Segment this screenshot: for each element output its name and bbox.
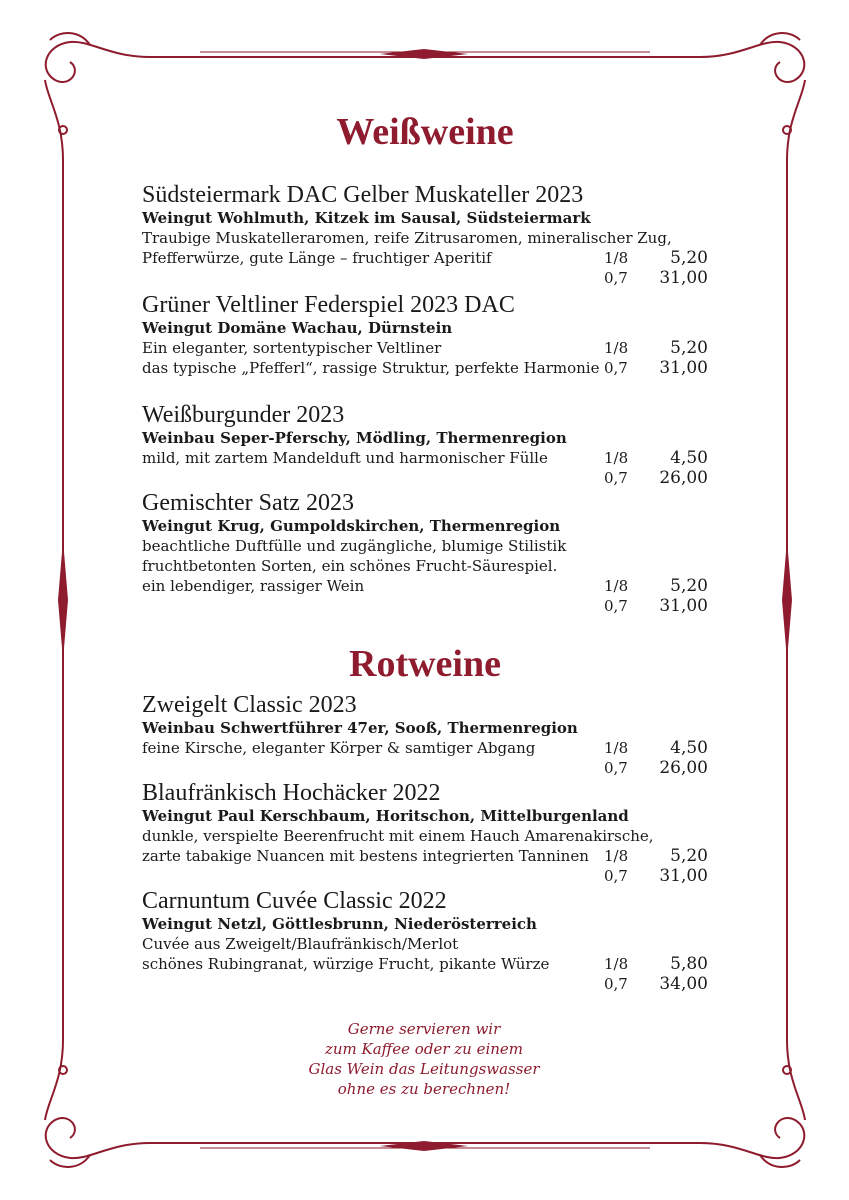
wine-row (142, 338, 708, 358)
price (650, 556, 708, 576)
wine-entry (142, 490, 708, 620)
price: 31,00 (659, 866, 708, 886)
wine-name: Carnuntum Cuvée Classic 2022 (142, 888, 447, 914)
wine-description: zarte tabakige Nuancen mit bestens integrierten Tanninen (142, 847, 589, 865)
note-line: zum Kaffee oder zu einem (324, 1040, 524, 1058)
section-title-red-wines: Rotweine (349, 643, 501, 685)
serving-size (672, 228, 688, 248)
wine-row (142, 556, 708, 576)
corner-flourish-top-left (45, 33, 150, 160)
wine-description (142, 974, 604, 994)
serving-size (604, 536, 650, 556)
price: 26,00 (659, 468, 708, 488)
wine-row (142, 448, 708, 468)
winery: Weingut Netzl, Göttlesbrunn, Niederösterreich (142, 915, 537, 933)
wine-row (142, 954, 708, 974)
serving-size: 0,7 (604, 469, 628, 487)
serving-size: 1/8 (604, 577, 629, 595)
wine-entry (142, 182, 708, 292)
section-title-white-wines: Weißweine (336, 111, 514, 153)
serving-size: 0,7 (604, 759, 628, 777)
wine-entry (142, 888, 708, 996)
wine-row (142, 974, 708, 994)
serving-size: 1/8 (604, 739, 629, 757)
wine-entry (142, 402, 708, 490)
note-line: ohne es zu berechnen! (337, 1080, 511, 1098)
price: 31,00 (659, 596, 708, 616)
price (650, 536, 708, 556)
wine-description: beachtliche Duftfülle und zugängliche, blumige Stilistik (142, 537, 567, 555)
price (678, 826, 708, 846)
price: 5,20 (670, 576, 708, 596)
wine-description: dunkle, verspielte Beerenfrucht mit einem Hauch Amarenakirsche, (142, 827, 654, 845)
price: 31,00 (659, 268, 708, 288)
serving-size (604, 934, 650, 954)
wine-row (142, 866, 708, 886)
winery: Weingut Domäne Wachau, Dürnstein (142, 319, 453, 337)
winery: Weingut Krug, Gumpoldskirchen, Thermenregion (142, 517, 561, 535)
frame-left-ornament (58, 540, 68, 660)
wine-row (142, 934, 708, 954)
serving-size: 0,7 (604, 597, 628, 615)
price (650, 934, 708, 954)
wine-row (142, 248, 708, 268)
price: 34,00 (659, 974, 708, 994)
wine-row (142, 758, 708, 778)
price: 5,20 (670, 846, 708, 866)
serving-size: 1/8 (604, 249, 629, 267)
wine-entry (142, 292, 708, 402)
winery: Weinbau Seper-Pferschy, Mödling, Thermenregion (142, 429, 567, 447)
wine-row (142, 268, 708, 288)
wine-description: Cuvée aus Zweigelt/Blaufränkisch/Merlot (142, 935, 459, 953)
wine-description: feine Kirsche, eleganter Körper & samtiger Abgang (142, 739, 536, 757)
price: 26,00 (659, 758, 708, 778)
wine-row (142, 826, 708, 846)
corner-flourish-top-right (700, 33, 805, 160)
wine-entry (142, 692, 708, 780)
wine-description: Pfefferwürze, gute Länge – fruchtiger Aperitif (142, 249, 492, 267)
price: 4,50 (670, 738, 708, 758)
wine-description: schönes Rubingranat, würzige Frucht, pikante Würze (142, 955, 550, 973)
wine-description (142, 866, 604, 886)
serving-size: 0,7 (604, 867, 628, 885)
wine-row (142, 358, 708, 378)
serving-size: 0,7 (604, 269, 628, 287)
price: 5,80 (670, 954, 708, 974)
wine-description (142, 468, 604, 488)
wine-row (142, 846, 708, 866)
wine-name: Gemischter Satz 2023 (142, 490, 354, 516)
serving-size: 1/8 (604, 955, 629, 973)
serving-size: 0,7 (604, 975, 628, 993)
price (688, 228, 708, 248)
winery: Weingut Paul Kerschbaum, Horitschon, Mittelburgenland (142, 807, 629, 825)
wine-description: mild, mit zartem Mandelduft und harmonischer Fülle (142, 449, 548, 467)
wine-menu (142, 110, 708, 996)
wine-description: Traubige Muskatelleraromen, reife Zitrusaromen, mineralischer Zug, (142, 229, 672, 247)
winery: Weingut Wohlmuth, Kitzek im Sausal, Südsteiermark (142, 209, 591, 227)
serving-size (604, 556, 650, 576)
serving-size: 1/8 (604, 449, 629, 467)
frame-right-ornament (782, 540, 792, 660)
corner-flourish-bottom-right (700, 1040, 805, 1167)
price: 4,50 (670, 448, 708, 468)
wine-name: Grüner Veltliner Federspiel 2023 DAC (142, 292, 515, 318)
wine-row (142, 596, 708, 616)
winery: Weinbau Schwertführer 47er, Sooß, Thermenregion (142, 719, 578, 737)
wine-description (142, 596, 604, 616)
wine-row (142, 468, 708, 488)
wine-description: fruchtbetonten Sorten, ein schönes Frucht-Säurespiel. (142, 557, 558, 575)
price: 31,00 (659, 358, 708, 378)
price: 5,20 (670, 248, 708, 268)
wine-row (142, 228, 708, 248)
note-line: Gerne servieren wir (347, 1020, 501, 1038)
wine-name: Blaufränkisch Hochäcker 2022 (142, 780, 441, 806)
wine-row (142, 536, 708, 556)
wine-entry (142, 780, 708, 888)
serving-size: 0,7 (604, 359, 628, 377)
wine-description (142, 268, 604, 288)
wine-name: Weißburgunder 2023 (142, 402, 345, 428)
serving-size: 1/8 (604, 847, 629, 865)
serving-size (654, 826, 678, 846)
wine-description: das typische „Pfefferl“, rassige Struktur, perfekte Harmonie (142, 359, 600, 377)
corner-flourish-bottom-left (45, 1040, 150, 1167)
wine-row (142, 738, 708, 758)
wine-description: Ein eleganter, sortentypischer Veltliner (142, 339, 442, 357)
wine-description (142, 758, 604, 778)
wine-name: Südsteiermark DAC Gelber Muskateller 2023 (142, 182, 584, 208)
wine-description: ein lebendiger, rassiger Wein (142, 577, 365, 595)
serving-size: 1/8 (604, 339, 629, 357)
note-line: Glas Wein das Leitungswasser (308, 1060, 540, 1078)
tap-water-note (224, 1019, 624, 1099)
wine-name: Zweigelt Classic 2023 (142, 692, 357, 718)
price: 5,20 (670, 338, 708, 358)
wine-row (142, 576, 708, 596)
